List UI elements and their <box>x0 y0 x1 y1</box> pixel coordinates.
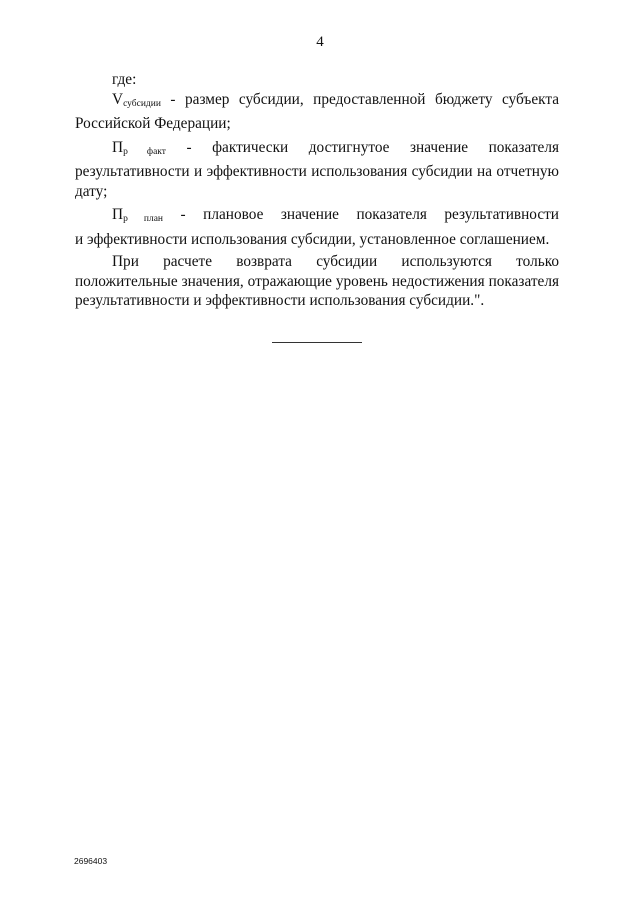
definition-text: - плановое значение показателя результативности <box>163 206 559 223</box>
closing-paragraph: При расчете возврата субсидии используются только положительные значения, отражающие уровень недостижения показателя результативности и эффективности использования субсидии.". <box>75 253 559 309</box>
symbol-subscript: р факт <box>123 146 166 157</box>
symbol-subscript: р план <box>123 214 164 224</box>
definition-continuation: результативности и эффективности использования субсидии на отчетную дату; <box>75 163 559 200</box>
definition-p-plan <box>75 205 559 230</box>
page-number: 4 <box>316 34 324 50</box>
definition-text: - размер субсидии, предоставленной бюджету субъекта <box>160 90 559 108</box>
document-body <box>75 70 559 311</box>
symbol: П <box>112 138 124 156</box>
definition-text: - фактически достигнутое значение показателя <box>165 138 560 156</box>
definition-p-fact <box>75 138 559 163</box>
document-code: 2696403 <box>74 856 108 866</box>
where-label: где: <box>112 71 137 88</box>
separator-line <box>272 342 362 343</box>
symbol: П <box>112 206 124 223</box>
symbol-subscript: субсидии <box>123 98 161 109</box>
definition-first-line <box>75 205 559 230</box>
definition-v-subsidy <box>75 90 559 115</box>
definition-continuation: Российской Федерации; <box>75 115 231 132</box>
symbol: V <box>112 90 124 108</box>
definition-first-line <box>75 90 559 115</box>
definition-first-line <box>75 138 559 163</box>
definition-continuation: и эффективности использования субсидии, установленное соглашением. <box>75 230 550 248</box>
